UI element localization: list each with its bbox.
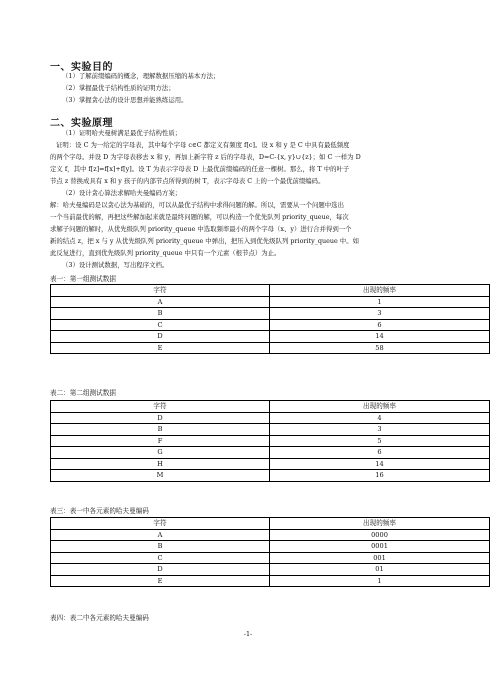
cell-char: H	[51, 458, 270, 470]
table-row	[51, 575, 490, 587]
table-row	[51, 447, 490, 459]
cell-value: 6	[270, 319, 490, 331]
heading-principle: 二、实验原理	[50, 118, 113, 129]
purpose-item-1: （1）了解前缀编码的概念，理解数据压缩的基本方法；	[62, 72, 220, 80]
table-header-row	[51, 518, 490, 530]
solution-line-5: 此反复进行，直到优先级队列 priority_queue 中只有一个元素（根节点）为止。	[50, 249, 281, 257]
table-row	[51, 458, 490, 470]
solution-line-1: 解：哈夫曼编码是以贪心法为基础的，可以从最优子结构中求得问题的解。所以，需要从一个问题中选出	[50, 201, 344, 209]
table3-caption: 表三：表一中各元素的哈夫曼编码	[50, 507, 149, 515]
cell-value: 14	[270, 458, 490, 470]
cell-char: D	[51, 412, 270, 424]
principle-point-3: （3）设计测试数据，写出程序文档。	[62, 261, 169, 269]
table2	[50, 400, 490, 482]
principle-point-1: （1）证明哈夫曼树满足最优子结构性质；	[62, 129, 182, 137]
table-header-row	[51, 401, 490, 413]
table-row	[51, 435, 490, 447]
table2-caption: 表二：第二组测试数据	[50, 389, 116, 397]
cell-char: D	[51, 564, 270, 576]
table-row	[51, 331, 490, 343]
cell-char: F	[51, 435, 270, 447]
table-row	[51, 470, 490, 482]
cell-char: A	[51, 529, 270, 541]
table-row	[51, 541, 490, 553]
page-number: -1-	[243, 630, 253, 638]
cell-value: 4	[270, 412, 490, 424]
cell-char: G	[51, 447, 270, 459]
table1-caption: 表一：第一组测试数据	[50, 275, 116, 283]
cell-value: 01	[270, 564, 490, 576]
table-row	[51, 529, 490, 541]
heading-purpose: 一、实验目的	[50, 62, 113, 73]
cell-value: 001	[270, 552, 490, 564]
purpose-item-3: （3）掌握贪心法的设计思想并能熟练运用。	[62, 96, 188, 104]
table-row	[51, 424, 490, 436]
solution-line-3: 求解子问题的解时，从优先级队列 priority_queue 中选取频率最小的两个字母（x、y）进行合并得到一个	[50, 225, 352, 233]
header-char: 字符	[51, 401, 270, 413]
cell-char: A	[51, 296, 270, 308]
solution-line-2: 一个当前最优的解，再把这些解加起来就是最终问题的解，可以构造一个优先队列 priority_queue，每次	[50, 213, 349, 221]
table-row	[51, 564, 490, 576]
header-char: 字符	[51, 285, 270, 297]
cell-char: C	[51, 319, 270, 331]
cell-value: 58	[270, 342, 490, 354]
cell-value: 1	[270, 296, 490, 308]
cell-char: B	[51, 541, 270, 553]
proof-line-4: 节点 z 替换成具有 x 和 y 孩子的内部节点所得到的树 T，表示字母表 C 上的一个最优前缀编码。	[50, 177, 325, 185]
purpose-item-2: （2）掌握最优子结构性质的证明方法；	[62, 84, 175, 92]
table4-caption: 表四：表二中各元素的哈夫曼编码	[50, 614, 149, 622]
header-frequency: 出现的频率	[270, 285, 490, 297]
proof-line-2: 的两个字母。并设 D 为字母表移去 x 和 y，再加上新字符 z 后的字母表，D=C-{x, y}∪{z}；如 C 一样为 D	[50, 153, 361, 161]
cell-char: M	[51, 470, 270, 482]
table-row	[51, 308, 490, 320]
cell-char: E	[51, 575, 270, 587]
header-frequency: 出现的频率	[270, 401, 490, 413]
table-row	[51, 412, 490, 424]
cell-value: 14	[270, 331, 490, 343]
cell-value: 0001	[270, 541, 490, 553]
table-row	[51, 296, 490, 308]
solution-line-4: 新的结点 z，把 x 与 y 从优先级队列 priority_queue 中弹出，把压入到优先级队列 priority_queue 中。如	[50, 237, 359, 245]
table-header-row	[51, 285, 490, 297]
proof-line-1: 证明：设 C 为一给定的字母表，其中每个字母 c∈C 都定义有频度 f[c]。设 x 和 y 是 C 中具有最低频度	[56, 141, 350, 149]
cell-value: 6	[270, 447, 490, 459]
table3	[50, 517, 490, 587]
proof-line-3: 定义 f，其中 f[z]=f[x]+f[y]。设 T 为表示字母表 D 上最优前缀编码的任意一棵树。那么，将 T 中的叶子	[50, 165, 350, 173]
cell-value: 0000	[270, 529, 490, 541]
cell-value: 16	[270, 470, 490, 482]
header-frequency: 出现的频率	[270, 518, 490, 530]
cell-char: E	[51, 342, 270, 354]
table-row	[51, 552, 490, 564]
header-char: 字符	[51, 518, 270, 530]
table-row	[51, 319, 490, 331]
table-row	[51, 342, 490, 354]
cell-char: B	[51, 424, 270, 436]
cell-value: 3	[270, 308, 490, 320]
cell-value: 1	[270, 575, 490, 587]
table1	[50, 284, 490, 354]
cell-value: 5	[270, 435, 490, 447]
cell-value: 3	[270, 424, 490, 436]
cell-char: B	[51, 308, 270, 320]
principle-point-2: （2）设计贪心算法求解哈夫曼编码方案；	[62, 189, 182, 197]
cell-char: C	[51, 552, 270, 564]
cell-char: D	[51, 331, 270, 343]
